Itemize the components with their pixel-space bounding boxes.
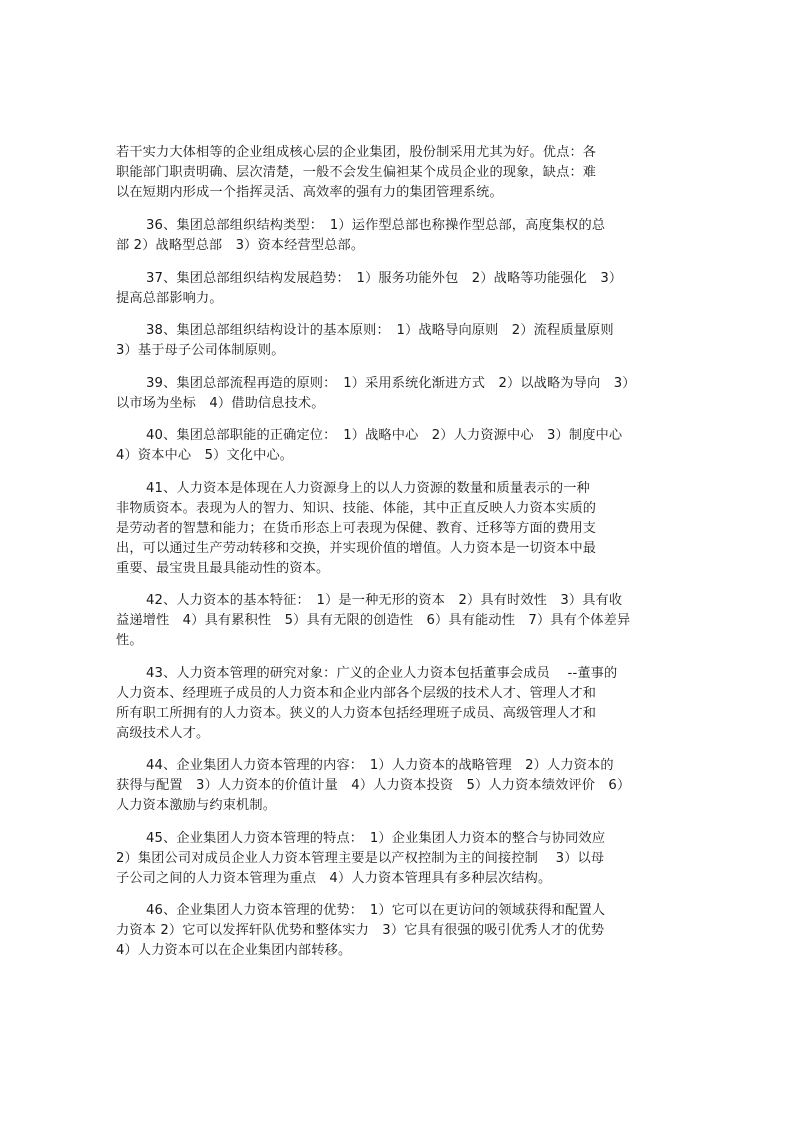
paragraph-42: 42、人力资本的基本特征： 1）是一种无形的资本 2）具有时效性 3）具有收 益递增性 4）具有累积性 5）具有无限的创造性 6）具有能动性 7）具有个体差异 性。 <box>116 593 631 648</box>
paragraph-41: 41、人力资本是体现在人力资源身上的以人力资源的数量和质量表示的一种 非物质资本。表现为人的智力、知识、技能、体能，其中正直反映人力资本实质的 是劳动者的智慧和能力；在货币形态上可表现为保健、教育、迁移等方面的费用支 出，可以通过生产劳动转移和交换，并实现价值的增值。人力资本是一切资本中最 重要、最宝贵且最具能动性的资本。 <box>116 480 597 576</box>
document-body <box>116 143 696 974</box>
paragraph-46: 46、企业集团人力资本管理的优势： 1）它可以在更访问的领域获得和配置人 力资本 2）它可以发挥轩队优势和整体实力 3）它具有很强的吸引优秀人才的优势 4）人力资本可以在企业集团内部转移。 <box>116 903 606 958</box>
paragraph-38: 38、集团总部组织结构设计的基本原则： 1）战略导向原则 2）流程质量原则 3）基于母子公司体制原则。 <box>116 323 614 358</box>
paragraph-45: 45、企业集团人力资本管理的特点： 1）企业集团人力资本的整合与协同效应 2）集团公司对成员企业人力资本管理主要是以产权控制为主的间接控制 3）以母 子公司之间的人力资本管理为重点 4）人力资本管理具有多种层次结构。 <box>116 830 606 886</box>
paragraph-37: 37、集团总部组织结构发展趋势： 1）服务功能外包 2）战略等功能强化 3） 提高总部影响力。 <box>116 270 623 306</box>
paragraph-36: 36、集团总部组织结构类型： 1）运作型总部也称操作型总部，高度集权的总 部 2）战略型总部 3）资本经营型总部。 <box>116 218 606 253</box>
paragraph-39: 39、集团总部流程再造的原则： 1）采用系统化渐进方式 2）以战略为导向 3） 以市场为坐标 4）借助信息技术。 <box>116 375 636 411</box>
paragraph-44: 44、企业集团人力资本管理的内容： 1）人力资本的战略管理 2）人力资本的 获得与配置 3）人力资本的价值计量 4）人力资本投资 5）人力资本绩效评价 6） 人力资本激励与约束机制。 <box>116 758 631 813</box>
paragraph-40: 40、集团总部职能的正确定位： 1）战略中心 2）人力资源中心 3）制度中心 4）资本中心 5）文化中心。 <box>116 428 623 463</box>
paragraph-intro: 若干实力大体相等的企业组成核心层的企业集团，股份制采用尤其为好。优点：各 职能部门职责明确、层次清楚，一般不会发生偏袒某个成员企业的现象，缺点：难 以在短期内形成一个指挥灵活、高效率的强有力的集团管理系统。 <box>116 145 597 200</box>
paragraph-43: 43、人力资本管理的研究对象：广义的企业人力资本包括董事会成员 --董事的 人力资本、经理班子成员的人力资本和企业内部各个层级的技术人才、管理人才和 所有职工所拥有的人力资本。狭义的人力资本包括经理班子成员、高级管理人才和 高级技术人才。 <box>116 665 618 741</box>
